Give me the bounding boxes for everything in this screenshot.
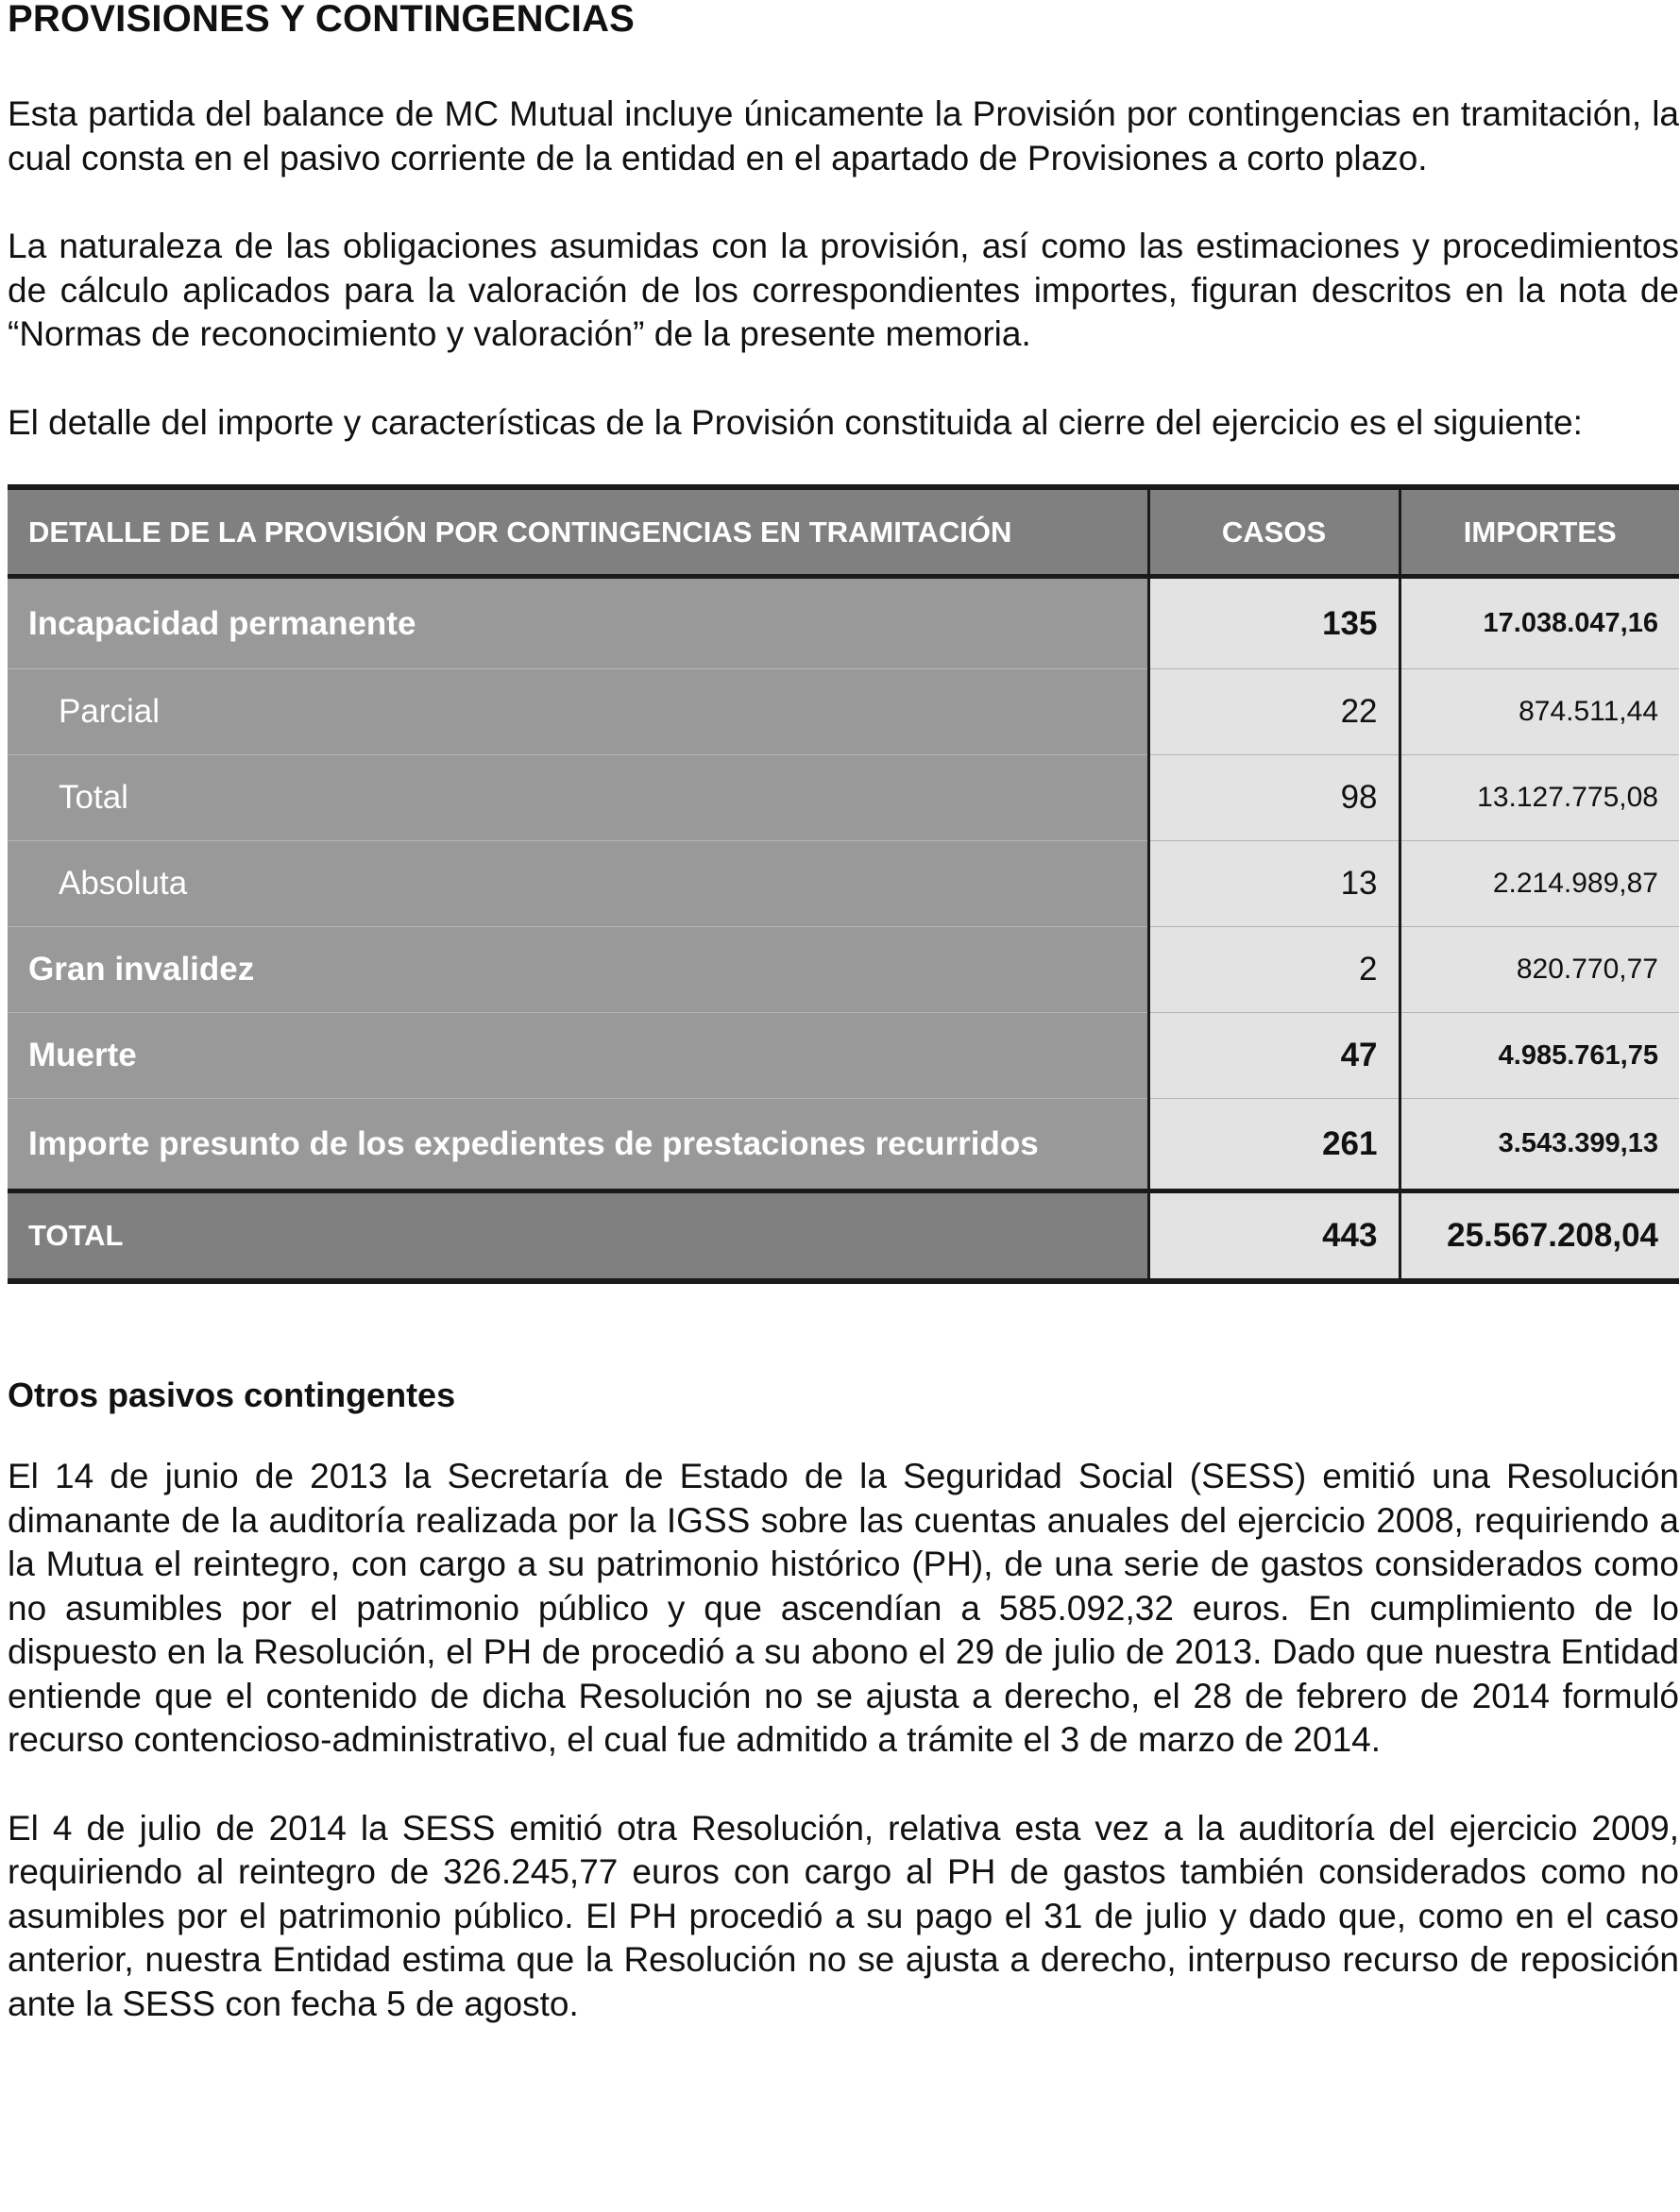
table-row [8,669,1679,755]
document-page [8,0,1679,2026]
total-cases: 443 [1148,1191,1400,1282]
row-cases: 13 [1148,841,1400,927]
row-amount: 13.127.775,08 [1400,755,1679,841]
row-label: Parcial [8,669,1148,755]
row-amount: 4.985.761,75 [1400,1013,1679,1099]
header-concept: DETALLE DE LA PROVISIÓN POR CONTINGENCIAS EN TRAMITACIÓN [8,487,1148,577]
section-paragraph: El 14 de junio de 2013 la Secretaría de Estado de la Seguridad Social (SESS) emitió una Resolución dimanante de la auditoría realizada por la IGSS sobre las cuentas anuales del ejercicio 2008, requiriendo a la Mutua el reintegro, con cargo a su patrimonio histórico (PH), de una serie de gastos considerados como no asumibles por el patrimonio público y que ascendían a 585.092,32 euros. En cumplimiento de lo dispuesto en la Resolución, el PH de procedió a su abono el 29 de julio de 2013. Dado que nuestra Entidad entiende que el contenido de dicha Resolución no se ajusta a derecho, el 28 de febrero de 2014 formuló recurso contencioso-administrativo, el cual fue admitido a trámite el 3 de marzo de 2014. [8,1457,1679,1759]
row-amount: 820.770,77 [1400,927,1679,1013]
total-label: TOTAL [8,1191,1148,1282]
intro-paragraph: Esta partida del balance de MC Mutual incluye únicamente la Provisión por contingencias en tramitación, la cual consta en el pasivo corriente de la entidad en el apartado de Provisiones a corto plazo. [8,94,1679,177]
provision-table [8,484,1679,1284]
table-row [8,577,1679,669]
table-row [8,755,1679,841]
header-cases: CASOS [1148,487,1400,577]
row-cases: 98 [1148,755,1400,841]
table-row [8,927,1679,1013]
detalle-paragraph: El detalle del importe y características de la Provisión constituida al cierre del ejercicio es el siguiente: [8,402,1583,442]
section-paragraph: El 4 de julio de 2014 la SESS emitió otra Resolución, relativa esta vez a la auditoría del ejercicio 2009, requiriendo al reintegro de 326.245,77 euros con cargo al PH de gastos también considerados como no asumibles por el patrimonio público. El PH procedió a su pago el 31 de julio y dado que, como en el caso anterior, nuestra Entidad estima que la Resolución no se ajusta a derecho, interpuso recurso de reposición ante la SESS con fecha 5 de agosto. [8,1808,1679,2023]
row-cases: 47 [1148,1013,1400,1099]
table-row [8,1013,1679,1099]
row-amount: 874.511,44 [1400,669,1679,755]
row-cases: 22 [1148,669,1400,755]
table-row [8,1099,1679,1191]
row-label: Gran invalidez [8,927,1148,1013]
naturaleza-paragraph: La naturaleza de las obligaciones asumidas con la provisión, así como las estimaciones y procedimientos de cálculo aplicados para la valoración de los correspondientes importes, figuran descritos en la nota de “Normas de reconocimiento y valoración” de la presente memoria. [8,227,1679,353]
table-header-row [8,487,1679,577]
header-amounts: IMPORTES [1400,487,1679,577]
row-cases: 261 [1148,1099,1400,1191]
row-cases: 2 [1148,927,1400,1013]
row-cases: 135 [1148,577,1400,669]
row-amount: 17.038.047,16 [1400,577,1679,669]
row-amount: 3.543.399,13 [1400,1099,1679,1191]
row-label: Importe presunto de los expedientes de prestaciones recurridos [8,1099,1148,1191]
section-title: Otros pasivos contingentes [8,1376,456,1414]
table-row [8,841,1679,927]
total-amount: 25.567.208,04 [1400,1191,1679,1282]
row-label: Muerte [8,1013,1148,1099]
page-title: PROVISIONES Y CONTINGENCIAS [8,0,636,38]
table-total-row [8,1191,1679,1282]
row-label: Total [8,755,1148,841]
row-amount: 2.214.989,87 [1400,841,1679,927]
row-label: Absoluta [8,841,1148,927]
row-label: Incapacidad permanente [8,577,1148,669]
